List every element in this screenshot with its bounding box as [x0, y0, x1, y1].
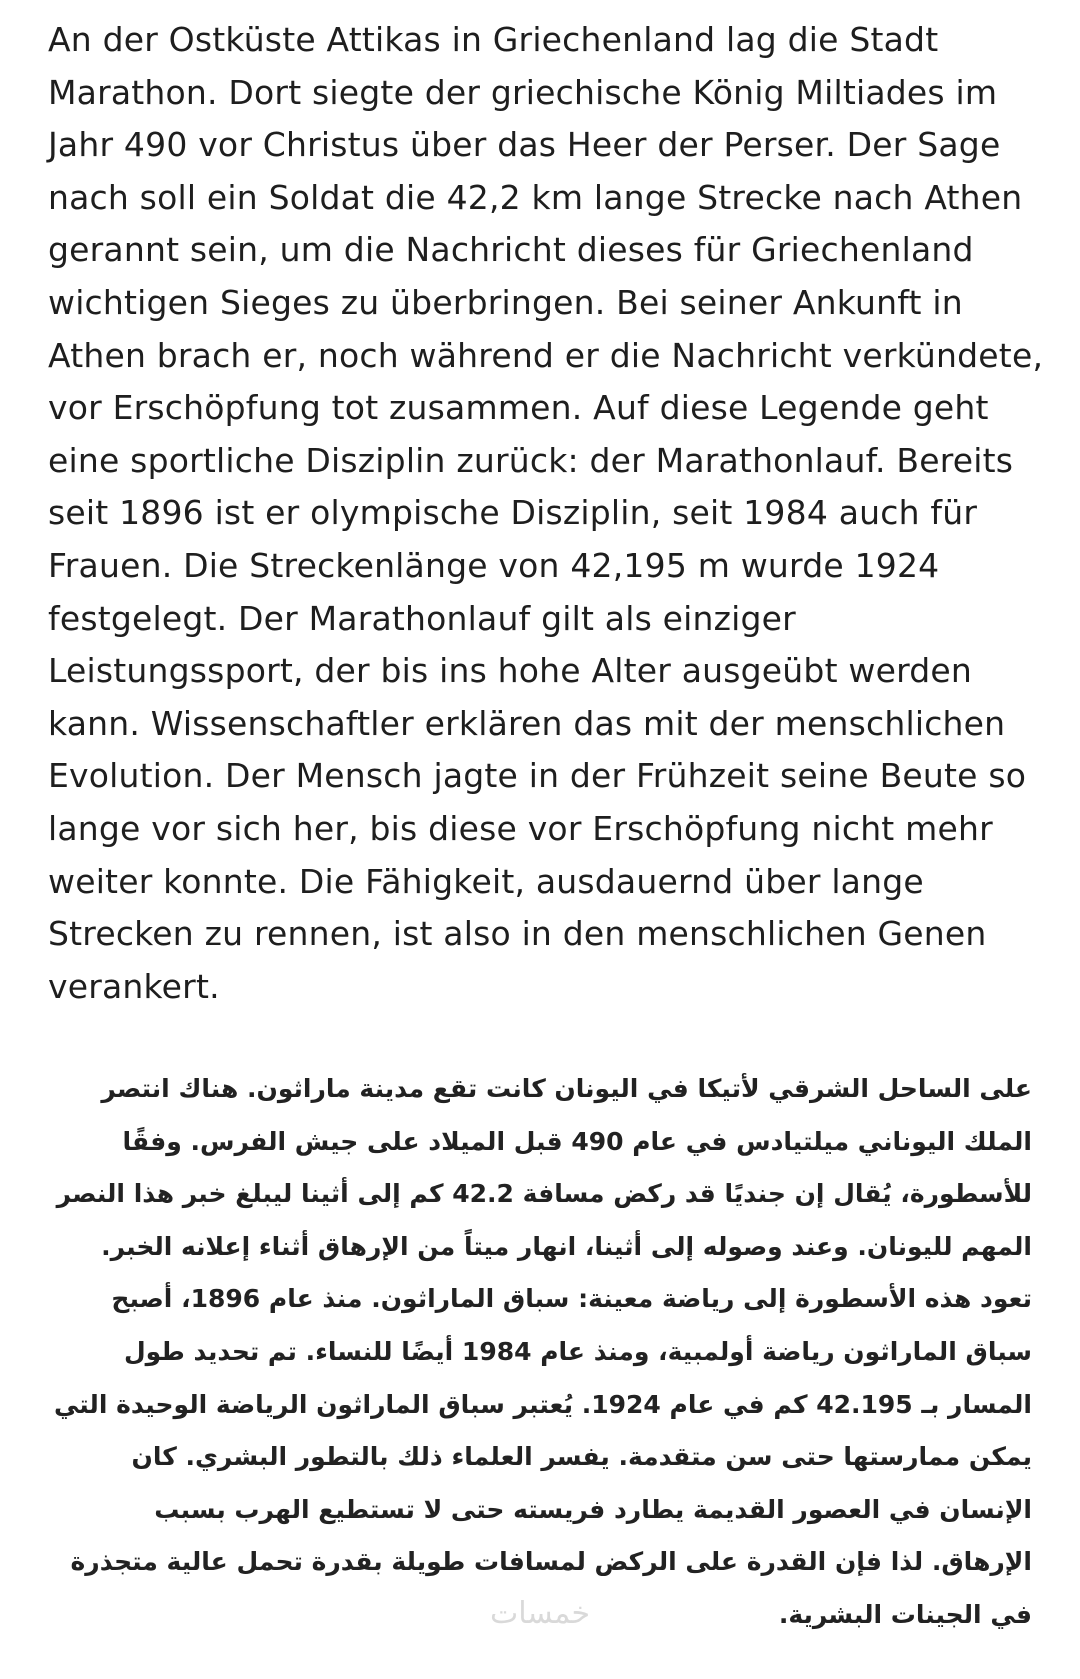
german-paragraph: An der Ostküste Attikas in Griechenland lag die Stadt Marathon. Dort siegte der griechische König Miltiades im Jahr 490 vor Christus über das Heer der Perser. Der Sage nach soll ein Soldat die 42,2 km lange Strecke nach Athen gerannt sein, um die Nachricht dieses für Griechenland wichtigen Sieges zu überbringen. Bei seiner Ankunft in Athen brach er, noch während er die Nachricht verkündete, vor Erschöpfung tot zusammen. Auf diese Legende geht eine sportliche Disziplin zurück: der Marathonlauf. Bereits seit 1896 ist er olympische Disziplin, seit 1984 auch für Frauen. Die Streckenlänge von 42,195 m wurde 1924 festgelegt. Der Marathonlauf gilt als einziger Leistungssport, der bis ins hohe Alter ausgeübt werden kann. Wissenschaftler erklären das mit der menschlichen Evolution. Der Mensch jagte in der Frühzeit seine Beute so lange vor sich her, bis diese vor Erschöpfung nicht mehr weiter konnte. Die Fähigkeit, ausdauernd über lange Strecken zu rennen, ist also in den menschlichen Genen verankert.	[48, 20, 1044, 1006]
watermark-logo: خمسات	[489, 1596, 591, 1631]
arabic-paragraph: على الساحل الشرقي لأتيكا في اليونان كانت تقع مدينة ماراثون. هناك انتصر الملك اليوناني ميلتيادس في عام 490 قبل الميلاد على جيش الفرس. وفقًا للأسطورة، يُقال إن جنديًا قد ركض مسافة 42.2 كم إلى أثينا ليبلغ خبر هذا النصر المهم لليونان. وعند وصوله إلى أثينا، انهار ميتاً من الإرهاق أثناء إعلانه الخبر. تعود هذه الأسطورة إلى رياضة معينة: سباق الماراثون. منذ عام 1896، أصبح سباق الماراثون رياضة أولمبية، ومنذ عام 1984 أيضًا للنساء. تم تحديد طول المسار بـ 42.195 كم في عام 1924. يُعتبر سباق الماراثون الرياضة الوحيدة التي يمكن ممارستها حتى سن متقدمة. يفسر العلماء ذلك بالتطور البشري. كان الإنسان في العصور القديمة يطارد فريسته حتى لا تستطيع الهرب بسبب الإرهاق. لذا فإن القدرة على الركض لمسافات طويلة بقدرة تحمل عالية متجذرة في الجينات البشرية.	[53, 1074, 1032, 1629]
